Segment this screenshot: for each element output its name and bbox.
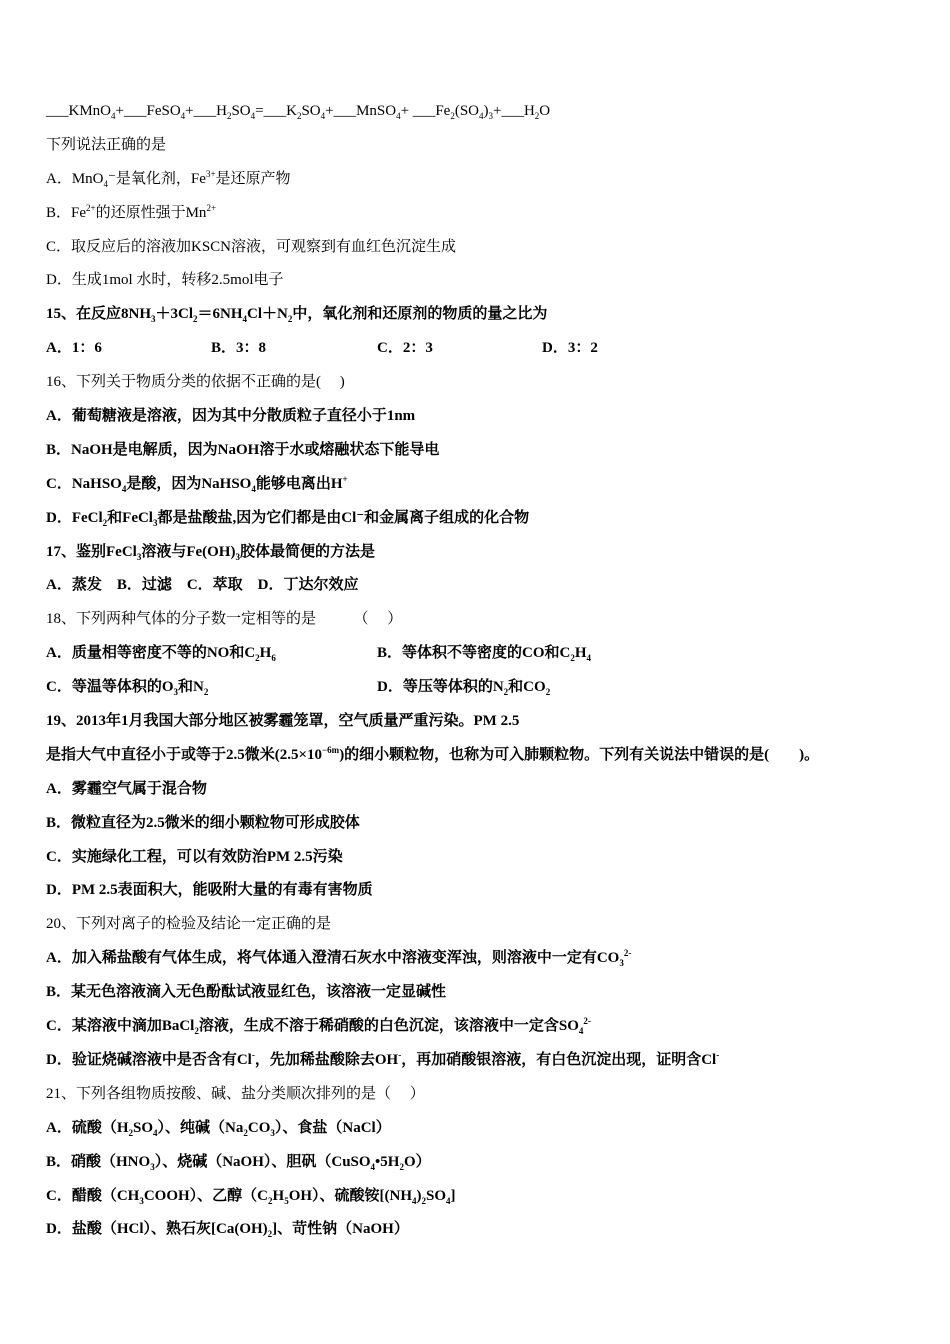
- text-run: 是酸，因为NaHSO: [126, 475, 252, 492]
- subscript: 4: [153, 1127, 158, 1138]
- line-text: [46, 984, 446, 1000]
- text-run: C．NaHSO: [46, 475, 122, 492]
- text-line: [46, 671, 936, 705]
- text-run: SO: [133, 1119, 154, 1136]
- text-run: +___H: [185, 103, 227, 119]
- line-text: [46, 1049, 720, 1068]
- text-run: ___KMnO: [46, 103, 112, 119]
- text-run: (SO: [454, 103, 479, 119]
- line-text: [46, 713, 519, 729]
- text-run: 18、下列两种气体的分子数一定相等的是 （ ）: [46, 611, 403, 628]
- text-run: 16、下列关于物质分类的依据不正确的是( ): [46, 374, 345, 391]
- text-run: 溶液与Fe(OH): [141, 543, 236, 560]
- text-run: ): [416, 1187, 422, 1204]
- superscript: 2+: [86, 202, 96, 213]
- text-run: B．微粒直径为2.5微米的细小颗粒物可形成胶体: [46, 814, 360, 831]
- subscript: 4: [242, 314, 248, 325]
- option-cell: [377, 637, 591, 671]
- text-line: [46, 163, 936, 197]
- subscript: 2: [268, 1195, 273, 1206]
- text-run: 和N: [178, 679, 204, 696]
- subscript: 3: [488, 111, 493, 121]
- text-run: ]: [450, 1187, 456, 1204]
- text-run: A．MnO: [46, 170, 104, 187]
- line-text: [46, 577, 359, 593]
- text-run: 21、下列各组物质按酸、碱、盐分类顺次排列的是（ ）: [46, 1085, 425, 1102]
- text-run: C．等温等体积的O: [46, 679, 174, 696]
- subscript: 4: [251, 483, 256, 494]
- text-run: O）: [403, 1153, 431, 1170]
- subscript: 2: [399, 1161, 404, 1172]
- line-text: [46, 948, 632, 969]
- text-line: [46, 1044, 936, 1078]
- line-text: [46, 1188, 456, 1204]
- text-line: [46, 298, 936, 332]
- text-run: C．2：3: [377, 340, 433, 357]
- text-run: D．验证烧碱溶液中是否含有Cl: [46, 1051, 252, 1068]
- subscript: 2: [203, 687, 209, 698]
- subscript: 2: [287, 314, 293, 325]
- text-run: ]、苛性钠（NaOH）: [272, 1221, 409, 1238]
- text-run: B．3：8: [211, 340, 267, 357]
- line-text: [46, 611, 402, 627]
- text-run: 下列说法正确的是: [46, 136, 167, 153]
- option-cell: [542, 332, 598, 366]
- text-line: [46, 773, 936, 807]
- subscript: 4: [578, 1026, 584, 1037]
- text-run: 胶体最简便的方法是: [239, 543, 375, 560]
- line-text: [46, 744, 820, 763]
- text-run: ）、纯碱（Na: [157, 1119, 244, 1136]
- text-run: C．实施绿化工程，可以有效防治PM 2.5污染: [46, 848, 343, 865]
- text-line: [46, 1213, 936, 1247]
- subscript: 4: [586, 653, 592, 664]
- line-text: [46, 408, 415, 424]
- option-cell: [377, 671, 550, 705]
- text-run: 是指大气中直径小于或等于2.5微米(2.5×10: [46, 746, 323, 763]
- subscript: 5: [284, 1195, 289, 1206]
- text-run: 和FeCl: [107, 509, 153, 526]
- text-line: [46, 332, 936, 366]
- text-run: D．生成1mol 水时，转移2.5mol电子: [46, 272, 284, 289]
- text-run: 都是盐酸盐,因为它们都是由Cl⁻和金属离子组成的化合物: [157, 509, 530, 526]
- subscript: 2: [534, 111, 540, 121]
- line-text: [46, 202, 217, 221]
- subscript: 4: [412, 1195, 417, 1206]
- text-run: ，先加稀盐酸除去OH: [254, 1051, 399, 1068]
- text-run: )的细小颗粒物，也称为可入肺颗粒物。下列有关说法中错误的是( )。: [339, 746, 820, 763]
- text-run: + ___Fe: [400, 103, 451, 119]
- line-text: [46, 510, 529, 526]
- text-run: 15、在反应8NH: [46, 306, 152, 323]
- subscript: 3: [619, 958, 624, 969]
- text-run: 17、鉴别FeCl: [46, 543, 137, 560]
- text-run: C．醋酸（CH: [46, 1187, 140, 1204]
- line-text: [46, 103, 550, 119]
- text-run: ，再加硝酸银溶液，有白色沉淀出现，证明含Cl: [401, 1051, 717, 1068]
- subscript: 4: [320, 111, 326, 121]
- option-cell: [377, 332, 433, 366]
- text-run: 和CO: [508, 679, 546, 696]
- exam-document: [46, 95, 936, 1247]
- subscript: 4: [370, 1161, 376, 1172]
- text-line: [46, 1146, 936, 1180]
- text-run: B．硝酸（HNO: [46, 1153, 151, 1170]
- line-text: [46, 473, 348, 494]
- text-run: ): [483, 103, 489, 119]
- text-run: SO: [301, 103, 321, 119]
- subscript: 4: [180, 111, 186, 121]
- line-text: [46, 781, 207, 797]
- text-line: [46, 434, 936, 468]
- text-run: 19、2013年1月我国大部分地区被雾霾笼罩，空气质量严重污染。PM 2.5: [46, 713, 520, 730]
- text-run: ⁻是氧化剂，Fe: [108, 170, 206, 187]
- text-run: ＝6NH: [197, 306, 243, 323]
- line-text: [46, 374, 345, 390]
- text-run: A．蒸发 B．过滤 C．萃取 D．丁达尔效应: [46, 577, 359, 594]
- text-run: OH）、硫酸铵[(NH: [288, 1187, 413, 1204]
- subscript: 2: [194, 1026, 199, 1037]
- text-run: A．质量相等密度不等的NO和C: [46, 645, 256, 662]
- text-run: O: [539, 103, 551, 119]
- subscript: 4: [103, 178, 109, 189]
- text-run: D．3：2: [542, 340, 598, 357]
- text-line: [46, 400, 936, 434]
- line-text: [46, 815, 360, 831]
- superscript: 2-: [583, 1016, 591, 1027]
- line-text: [46, 1154, 431, 1170]
- option-cell: [211, 332, 266, 366]
- text-line: [46, 705, 936, 739]
- text-line: [46, 603, 936, 637]
- text-run: C．某溶液中滴加BaCl: [46, 1018, 195, 1035]
- text-run: 20、下列对离子的检验及结论一定正确的是: [46, 916, 332, 933]
- text-line: [46, 569, 936, 603]
- superscript: 2+: [206, 202, 217, 213]
- superscript: -: [716, 1049, 720, 1060]
- line-text: [46, 1016, 591, 1037]
- subscript: 2: [193, 314, 198, 325]
- subscript: 2: [102, 517, 108, 528]
- subscript: 3: [139, 1195, 144, 1206]
- line-text: [46, 239, 456, 255]
- subscript: 4: [479, 111, 484, 121]
- text-run: 是还原产物: [215, 170, 291, 187]
- subscript: 2: [243, 1127, 248, 1138]
- line-text: [46, 849, 343, 865]
- text-line: [46, 739, 936, 773]
- subscript: 2: [545, 687, 551, 698]
- text-run: +___MnSO: [325, 103, 397, 119]
- line-text: [46, 1086, 425, 1102]
- subscript: 3: [151, 314, 156, 325]
- text-run: D．FeCl: [46, 509, 103, 526]
- superscript: +: [342, 473, 348, 484]
- subscript: 2: [296, 111, 302, 121]
- text-run: D．PM 2.5表面积大，能吸附大量的有毒有害物质: [46, 882, 373, 899]
- subscript: 3: [270, 1127, 275, 1138]
- text-run: A．硫酸（H: [46, 1119, 129, 1136]
- text-run: +___FeSO: [115, 103, 181, 119]
- text-run: H: [574, 645, 587, 662]
- line-text: [46, 168, 291, 189]
- subscript: 3: [173, 687, 179, 698]
- subscript: 4: [111, 111, 116, 121]
- text-run: B．等体积不等密度的CO和C: [377, 645, 571, 662]
- text-line: [46, 129, 936, 163]
- subscript: 2: [421, 1195, 427, 1206]
- text-line: [46, 841, 936, 875]
- line-text: [46, 306, 548, 325]
- text-run: 能够电离出H: [255, 475, 343, 492]
- option-cell: [46, 671, 208, 705]
- text-run: +___H: [493, 103, 535, 119]
- line-text: [46, 882, 373, 898]
- text-run: A．加入稀盐酸有气体生成，将气体通入澄清石灰水中溶液变浑浊，则溶液中一定有CO: [46, 950, 620, 967]
- superscript: −6m: [322, 744, 340, 755]
- text-line: [46, 95, 936, 129]
- subscript: 4: [250, 111, 256, 121]
- superscript: 3+: [205, 168, 216, 179]
- text-run: H: [272, 1187, 285, 1204]
- text-line: [46, 536, 936, 570]
- line-text: [46, 1221, 409, 1240]
- text-run: B．Fe: [46, 204, 87, 221]
- line-text: [46, 1120, 391, 1136]
- text-line: [46, 1180, 936, 1214]
- text-run: ）、食盐（NaCl）: [274, 1119, 391, 1136]
- line-text: [46, 916, 331, 932]
- subscript: 3: [235, 551, 240, 562]
- subscript: 3: [152, 517, 158, 528]
- text-run: B．NaOH是电解质，因为NaOH溶于水或熔融状态下能导电: [46, 441, 440, 458]
- line-text: [46, 442, 439, 458]
- text-run: ＋3Cl: [155, 306, 194, 323]
- superscript: -: [398, 1049, 402, 1060]
- line-text: [46, 272, 284, 288]
- text-run: A．葡萄糖液是溶液，因为其中分散质粒子直径小于1nm: [46, 408, 416, 425]
- text-line: [46, 1078, 936, 1112]
- line-text: [46, 544, 375, 560]
- text-run: D．盐酸（HCl）、熟石灰[Ca(OH): [46, 1221, 268, 1238]
- text-run: A．雾霾空气属于混合物: [46, 780, 207, 797]
- option-cell: [46, 332, 102, 366]
- subscript: 2: [570, 653, 575, 664]
- text-line: [46, 468, 936, 502]
- text-line: [46, 908, 936, 942]
- subscript: 2: [128, 1127, 134, 1138]
- text-run: Cl＋N: [247, 306, 288, 323]
- option-cell: [46, 637, 276, 671]
- text-line: [46, 976, 936, 1010]
- text-line: [46, 1112, 936, 1146]
- subscript: 4: [121, 483, 127, 494]
- text-run: A．1：6: [46, 340, 102, 357]
- text-line: [46, 1010, 936, 1044]
- superscript: 2-: [623, 948, 632, 959]
- subscript: 2: [255, 653, 260, 664]
- text-run: ）、烧碱（NaOH）、胆矾（CuSO: [154, 1153, 371, 1170]
- subscript: 4: [396, 111, 401, 121]
- text-run: CO: [247, 1119, 271, 1136]
- line-text: [46, 137, 166, 153]
- text-line: [46, 197, 936, 231]
- subscript: 2: [226, 111, 232, 121]
- text-run: B．某无色溶液滴入无色酚酞试液显红色，该溶液一定显碱性: [46, 984, 447, 1001]
- text-line: [46, 366, 936, 400]
- subscript: 4: [446, 1195, 451, 1206]
- superscript: -: [251, 1049, 255, 1060]
- subscript: 2: [503, 687, 509, 698]
- subscript: 3: [150, 1161, 155, 1172]
- text-run: SO: [426, 1187, 447, 1204]
- subscript: 6: [271, 653, 276, 664]
- text-line: [46, 231, 936, 265]
- subscript: 2: [267, 1229, 273, 1240]
- text-line: [46, 942, 936, 976]
- text-run: =___K: [255, 103, 297, 119]
- text-run: D．等压等体积的N: [377, 679, 504, 696]
- subscript: 2: [450, 111, 455, 121]
- subscript: 3: [136, 551, 142, 562]
- text-line: [46, 874, 936, 908]
- text-line: [46, 502, 936, 536]
- text-run: H: [259, 645, 272, 662]
- text-run: 溶液，生成不溶于稀硝酸的白色沉淀，该溶液中一定含SO: [198, 1018, 579, 1035]
- text-run: SO: [231, 103, 251, 119]
- text-run: 的还原性强于Mn: [95, 204, 207, 221]
- text-run: C．取反应后的溶液加KSCN溶液，可观察到有血红色沉淀生成: [46, 238, 457, 255]
- text-run: •5H: [375, 1153, 400, 1170]
- text-line: [46, 807, 936, 841]
- text-run: COOH）、乙醇（C: [143, 1187, 269, 1204]
- text-run: 中，氧化剂和还原剂的物质的量之比为: [292, 306, 548, 323]
- text-line: [46, 264, 936, 298]
- text-line: [46, 637, 936, 671]
